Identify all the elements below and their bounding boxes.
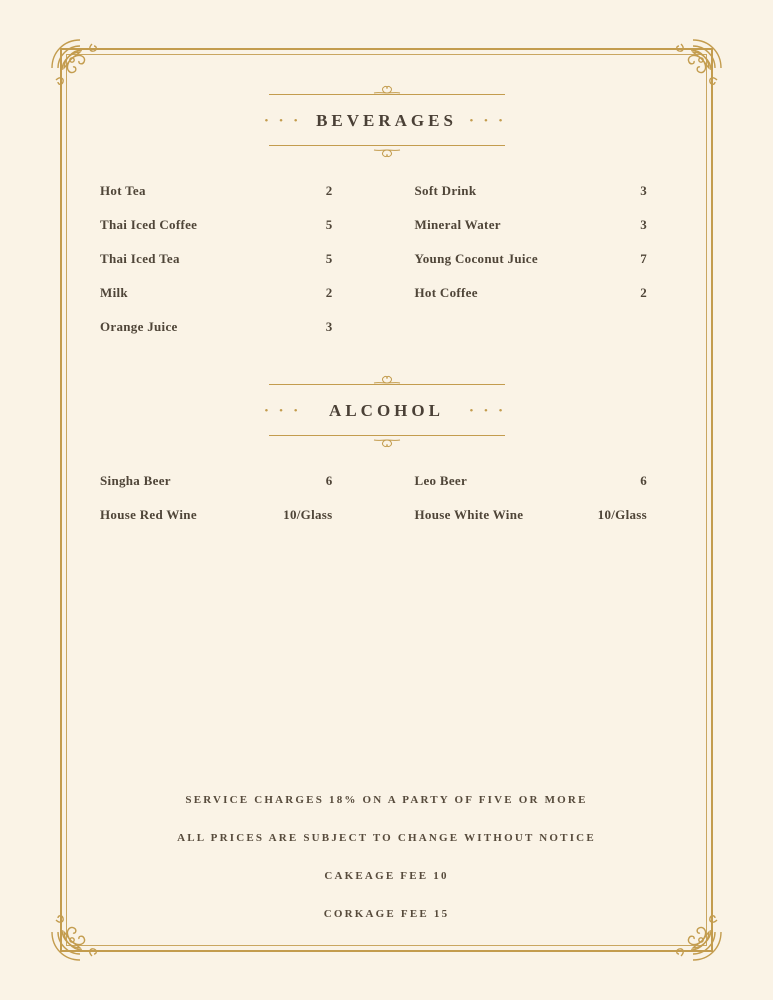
section-dots-left: • • • [264, 115, 302, 127]
item-name: Soft Drink [414, 183, 477, 198]
item-name: House Red Wine [100, 507, 197, 522]
item-price: 6 [640, 473, 647, 488]
menu-item [100, 242, 359, 276]
menu-item [415, 208, 674, 242]
menu-footer [100, 794, 673, 920]
item-name: Hot Coffee [414, 285, 478, 300]
menu-item [415, 498, 674, 532]
item-name: House White Wine [414, 507, 524, 522]
rule-ornament-icon [368, 439, 406, 449]
section-dots-right: • • • [469, 405, 507, 417]
item-name: Thai Iced Tea [100, 251, 180, 266]
rule-ornament-icon [368, 149, 406, 159]
item-price: 3 [325, 319, 333, 334]
menu-item [100, 310, 359, 344]
menu-column-left [100, 174, 359, 344]
menu-item [100, 276, 359, 310]
section-dots-left: • • • [264, 405, 302, 417]
item-name: Hot Tea [100, 183, 146, 198]
footer-service-charge: SERVICE CHARGES 18% ON A PARTY OF FIVE OR MORE [185, 794, 588, 806]
menu-item [100, 464, 359, 498]
item-price: 5 [325, 251, 333, 266]
item-price: 10/Glass [283, 507, 333, 522]
section-header [264, 90, 507, 152]
item-name: Leo Beer [414, 473, 468, 488]
menu-content [100, 90, 673, 542]
footer-corkage-fee: CORKAGE FEE 15 [323, 908, 450, 920]
item-price: 10/Glass [597, 507, 647, 522]
item-price: 7 [640, 251, 647, 266]
item-price: 6 [325, 473, 333, 488]
menu-item [100, 174, 359, 208]
menu-items-grid [100, 464, 673, 532]
item-name: Mineral Water [414, 217, 501, 232]
section-title: BEVERAGES [316, 111, 457, 130]
menu-section-beverages [100, 90, 673, 344]
section-title: ALCOHOL [329, 401, 444, 420]
menu-item [415, 276, 674, 310]
rule-ornament-icon [368, 374, 406, 384]
menu-item [415, 464, 674, 498]
item-price: 5 [325, 217, 333, 232]
menu-items-grid [100, 174, 673, 344]
menu-column-left [100, 464, 359, 532]
item-name: Singha Beer [100, 473, 171, 488]
item-price: 2 [640, 285, 647, 300]
footer-price-notice: ALL PRICES ARE SUBJECT TO CHANGE WITHOUT NOTICE [177, 832, 596, 844]
section-header [264, 380, 507, 442]
section-dots-right: • • • [469, 115, 507, 127]
menu-item [100, 208, 359, 242]
item-name: Thai Iced Coffee [100, 217, 198, 232]
rule-ornament-icon [368, 84, 406, 94]
item-price: 2 [325, 285, 333, 300]
menu-item [100, 498, 359, 532]
item-price: 3 [640, 217, 647, 232]
section-rule-top [269, 94, 505, 95]
menu-section-alcohol [100, 380, 673, 532]
footer-cakeage-fee: CAKEAGE FEE 10 [324, 870, 449, 882]
item-name: Milk [100, 285, 128, 300]
menu-item [415, 242, 674, 276]
menu-item [415, 174, 674, 208]
item-price: 3 [640, 183, 647, 198]
item-name: Orange Juice [100, 319, 178, 334]
item-price: 2 [325, 183, 333, 198]
section-rule-bottom [269, 435, 505, 436]
menu-column-right [415, 174, 674, 344]
menu-column-right [415, 464, 674, 532]
section-rule-top [269, 384, 505, 385]
item-name: Young Coconut Juice [414, 251, 538, 266]
section-rule-bottom [269, 145, 505, 146]
